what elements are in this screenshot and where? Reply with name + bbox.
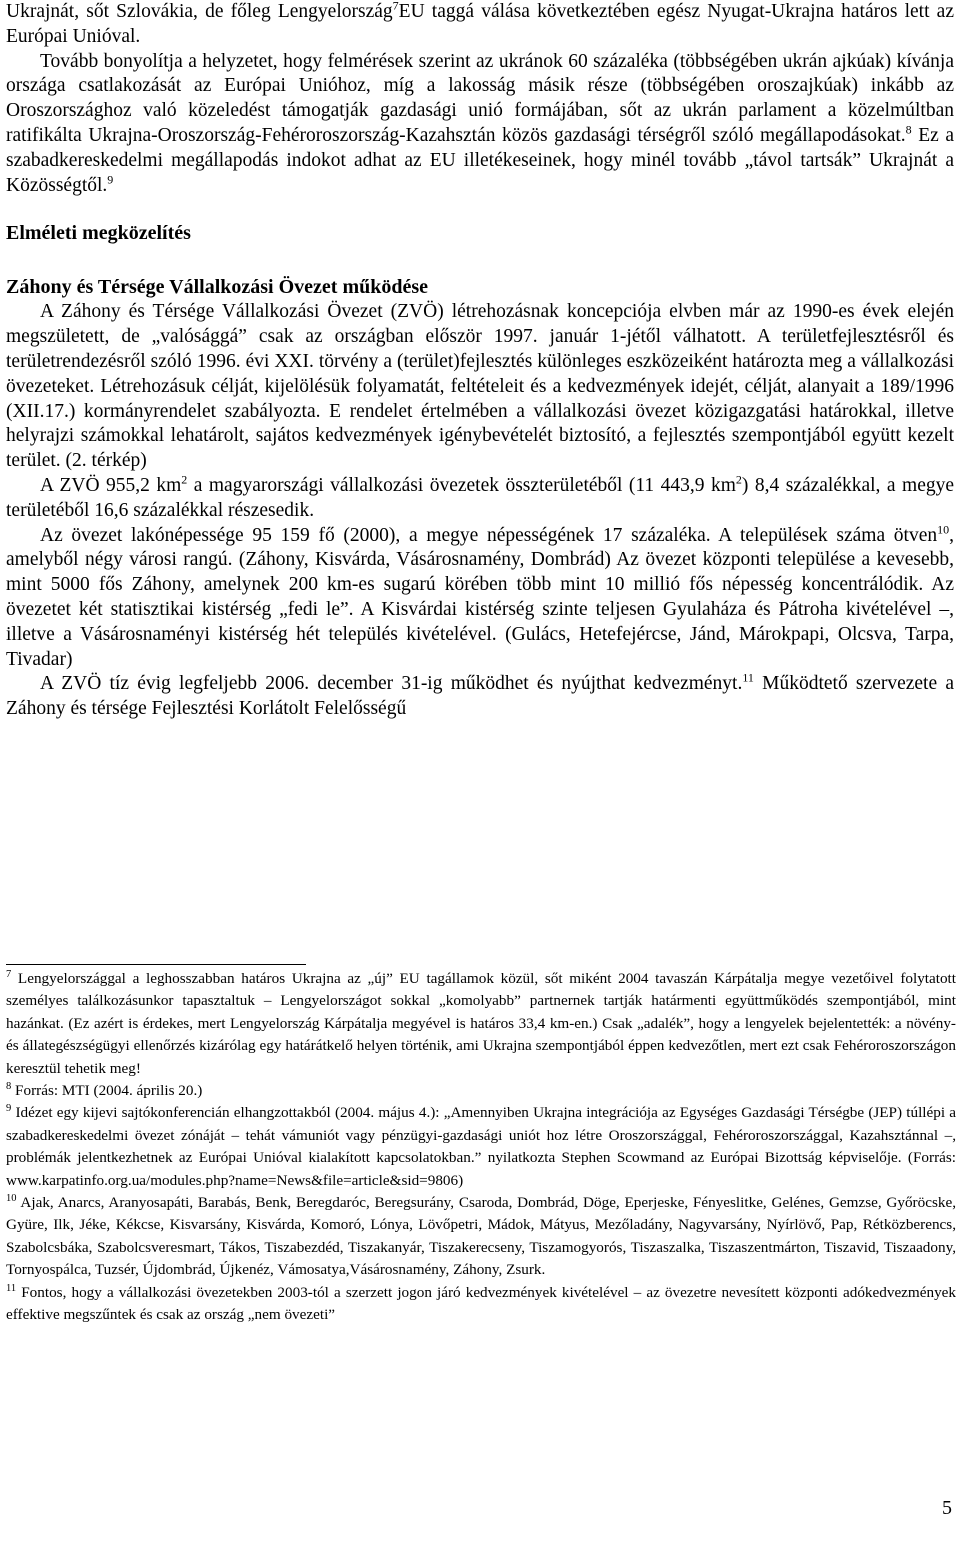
footnote-ref-8[interactable]: 8 (905, 122, 912, 137)
section-heading-theory: Elméleti megközelítés (6, 222, 191, 245)
footnote-11 (6, 1282, 956, 1327)
document-page (6, 0, 954, 722)
paragraph-4 (6, 474, 954, 524)
footnote-number: 7 (6, 968, 12, 980)
paragraph-6 (6, 672, 954, 722)
paragraph-3: A Záhony és Térsége Vállalkozási Övezet (ZVÖ) létrehozásnak koncepciója elvben már az 1990-es évek elején megszületett, de „valósággá” csak az országban először 1997. január 1-jétől válhatott. A területfejlesztésről és területrendezésről szóló 1996. évi XXI. törvény a (terület)fejlesztés különleges eszközeiként határozta meg a vállalkozási övezeteket. Létrehozásuk célját, kijelölésük folyamatát, feltételeit és a kedvezmények idejét, célját, alanyait a 189/1996 (XII.17.) kormányrendelet szabályozta. E rendelet értelmében a vállalkozási övezet közigazgatási határokkal, illetve helyrajzi számokkal lehatárolt, sajátos kedvezmények igénybevételét biztosító, a fejlesztés szempontjából együtt kezelt terület. (2. térkép) (6, 301, 954, 472)
paragraph-1-text-a: Ukrajnát, sőt Szlovákia, de főleg Lengyelország (6, 1, 393, 22)
superscript-squared-1: 2 (181, 472, 188, 487)
paragraph-5-text-b: , amelyből négy városi rangú. (Záhony, Kisvárda, Vásárosnamény, Dombrád) Az övezet központi települése a kevesebb, mint 5000 fős Záhony, amelynek 200 km-es sugarú körében több mint 10 millió fős népesség koncentrálódik. Az övezetet két statisztikai kistérség „fedi le”. A Kisvárdai kistérség szinte teljesen Gyulaháza és Pátroha kivételével –, illetve a Vásárosnaményi kistérség hét település kivételével. (Gulács, Hetefejércse, Jánd, Márokpapi, Olcsva, Tarpa, Tivadar) (6, 524, 954, 670)
footnote-9 (6, 1102, 956, 1192)
paragraph-6-text-a: A ZVÖ tíz évig legfeljebb 2006. december 31-ig működhet és nyújthat kedvezményt. (40, 673, 743, 695)
page-number: 5 (942, 1497, 952, 1519)
paragraph-6-text-b: Működtető szervezete a Záhony és térsége Fejlesztési Korlátolt Felelősségű (6, 673, 954, 720)
paragraph-1-text-b: EU taggá válása következtében egész Nyugat-Ukrajna határos lett az Európai Unióval. (6, 1, 954, 47)
footnote-ref-10[interactable]: 10 (937, 522, 950, 537)
section-heading-zone: Záhony és Térsége Vállalkozási Övezet működése (6, 276, 429, 299)
footnote-ref-7[interactable]: 7 (392, 0, 399, 13)
footnote-divider (6, 964, 306, 965)
paragraph-1 (6, 0, 954, 50)
paragraph-4-text-a: A ZVÖ 955,2 km (40, 474, 182, 496)
footnote-10 (6, 1192, 956, 1282)
footnote-7 (6, 968, 956, 1080)
footnote-8 (6, 1080, 956, 1102)
footnote-number: 11 (6, 1282, 17, 1294)
paragraph-4-text-c: ) 8,4 százalékkal, a megye területéből 16,6 százalékkal részesedik. (6, 474, 955, 521)
superscript-squared-2: 2 (735, 472, 742, 487)
footnote-ref-11[interactable]: 11 (742, 670, 754, 685)
paragraph-2-text-a: Tovább bonyolítja a helyzetet, hogy felmérések szerint az ukránok 60 százaléka (többségében ukrán ajkúak) kívánja országa csatlakozását az Európai Unióhoz, míg a lakosság másik része (többségében oroszajkúak) inkább az Oroszországhoz való közeledést támogatják gazdasági unió formájában, sőt az ukrán parlament a közelmúltban ratifikálta Ukrajna-Oroszország-Fehéroroszország-Kazahsztán közös gazdasági térségről szóló megállapodásokat. (6, 50, 954, 146)
footnote-text: Idézet egy kijevi sajtókonferencián elhangzottakból (2004. május 4.): „Amennyiben Ukrajna integrációja az Egységes Gazdasági Térségbe (JEP) túllépi a szabadkereskedelmi övezet zónáját – tehát vámuniót vagy pénzügyi-gazdasági uniót hoz létre Oroszországgal, Fehéroroszországgal, Kazahsztánnal –, problémák jelentkezhetnek az Európai Unióval kialakított kapcsolatokban.” nyilatkozta Stephen Scowmand az Európai Bizottság képviselője. (Forrás: www.karpatinfo.org.ua/modules.php?name=News&file=article&sid=9806) (6, 1104, 956, 1189)
footnote-text: Ajak, Anarcs, Aranyosapáti, Barabás, Benk, Beregdaróc, Beregsurány, Csaroda, Dombrád, Döge, Eperjeske, Fényeslitke, Gelénes, Gemzse, Győröcske, Gyüre, Ilk, Jéke, Kékcse, Kisvarsány, Kisvárda, Komoró, Lónya, Lövőpetri, Mádok, Mátyus, Mezőladány, Nagyvarsány, Nyírlövő, Pap, Rétközberencs, Szabolcsbáka, Szabolcsveresmart, Tákos, Tiszabezdéd, Tiszakanyár, Tiszakerecseny, Tiszamogyorós, Tiszaszalka, Tiszaszentmárton, Tiszavid, Tiszaadony, Tornyospálca, Tuzsér, Újdombrád, Újkenéz, Vámosatya,Vásárosnamény, Záhony, Zsurk. (6, 1194, 956, 1279)
footnote-number: 8 (6, 1080, 12, 1092)
paragraph-5-text-a: Az övezet lakónépessége 95 159 fő (2000), a megye népességének 17 százaléka. A települések száma ötven (40, 524, 938, 546)
paragraph-4-text-b: a magyarországi vállalkozási övezetek összterületéből (11 443,9 km (187, 474, 736, 496)
footnote-number: 9 (6, 1103, 12, 1115)
paragraph-2 (6, 50, 954, 199)
paragraph-5 (6, 524, 954, 673)
footnote-text: Fontos, hogy a vállalkozási övezetekben 2003-tól a szerzett jogon járó kedvezmények kivételével – az övezetre nevesített központi adókedvezmények effektive megszűntek és csak az ország „nem övezeti” (6, 1283, 956, 1324)
footnote-number: 10 (6, 1193, 17, 1204)
paragraph-2-text-b: Ez a szabadkereskedelmi megállapodás indokot adhat az EU illetékeseinek, hogy minél tovább „távol tartsák” Ukrajnát a Közösségtől. (6, 124, 954, 196)
footnote-ref-9[interactable]: 9 (107, 172, 114, 187)
footnotes-section (6, 968, 956, 1327)
footnote-text: Forrás: MTI (2004. április 20.) (11, 1082, 203, 1100)
footnote-text: Lengyelországgal a leghosszabban határos Ukrajna az „új” EU tagállamok közül, sőt miként 2004 tavaszán Kárpátalja megye vezetőivel folytatott személyes találkozásunkor tapasztaltuk – Lengyelországot sokkal „komolyabb” partnernek tartják határmenti együttműködés szempontjából, mint hazánkat. (Ez azért is érdekes, mert Lengyelország Kárpátalja megyével is határos 33,4 km-en.) Csak „adalék”, hogy a lengyelek bejelentették: a növény- és állategészségügyi ellenőrzés kizárólag egy határátkelő helyen történik, ami Ukrajna szempontjából éppen kedvezőtlen, mert ezt csak Fehéroroszországon keresztül tehetik meg! (6, 970, 956, 1077)
